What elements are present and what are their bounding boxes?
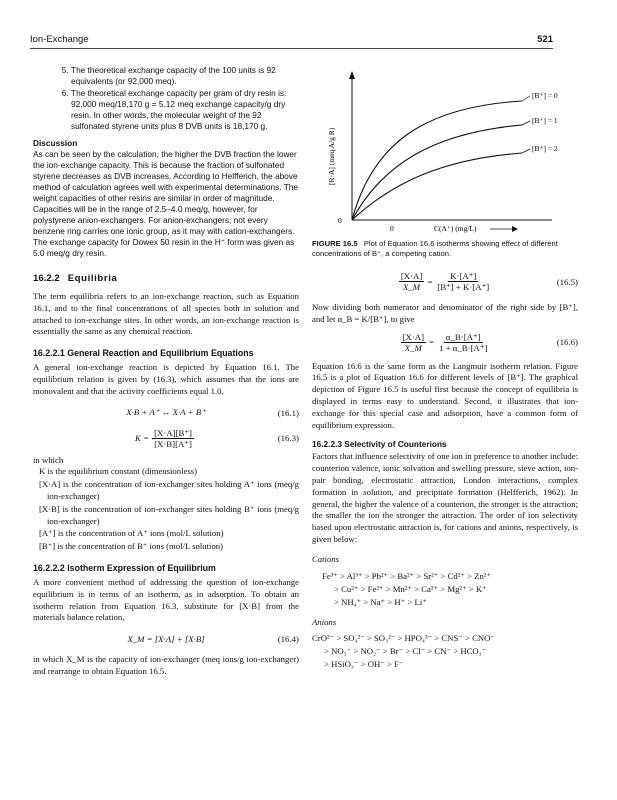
calculation-steps	[55, 65, 299, 132]
equation-number: (16.5)	[556, 276, 578, 287]
series-line: > NH₄⁺ > Na⁺ > H⁺ > Li⁺	[334, 596, 427, 607]
equation-16-5	[312, 271, 578, 292]
equals-sign: =	[429, 337, 435, 348]
fraction-left	[399, 271, 425, 292]
y-axis-arrowhead	[349, 71, 355, 79]
in-which-label: in which	[33, 454, 64, 465]
fraction-left	[401, 332, 427, 353]
isotherm-plot	[312, 65, 578, 235]
numerator: [X·A][B⁺]	[154, 427, 192, 438]
definition-item: K is the equilibrium constant (dimensionless)	[39, 466, 198, 477]
denominator: 1 + α_B·[A⁺]	[439, 342, 488, 353]
curve-label: [B⁺] = 1	[532, 116, 558, 125]
section-heading	[33, 273, 299, 284]
denominator: [X·B][A⁺]	[154, 438, 192, 449]
fraction-right	[435, 271, 491, 292]
series-line: CrO²⁻ > SO₄²⁻ > SO₃²⁻ > HPO₄³⁻ > CNS⁻ > CNO⁻	[312, 633, 496, 644]
isotherm-curve-b2	[352, 153, 522, 220]
subsection-heading-3: 16.2.2.3 Selectivity of Counterions	[312, 439, 447, 450]
equation-number: (16.4)	[277, 634, 299, 645]
equilibria-intro: The term equilibria refers to an ion-exchange reaction, such as Equation 16.1, and to the final concentrations of all species both in solution and attached to ion-exchange sites. In other words, an ion-exchange reaction is essentially the same as any chemical reaction.	[33, 291, 299, 337]
fraction-right	[437, 332, 489, 353]
leader-line	[522, 149, 530, 153]
section-number: 16.2.2	[33, 273, 60, 284]
x-arrowhead	[512, 226, 518, 232]
origin-label: 0	[338, 216, 342, 225]
isotherm-curve-b0	[352, 101, 522, 220]
definition-item: [X·B] is the concentration of ion-exchanger sites holding B⁺ ions (meq/g ion-exchanger)	[39, 503, 299, 526]
caption-text: Plot of Equation 16.6 isotherms showing effect of different concentrations of B⁺, a competing cation.	[312, 239, 558, 258]
discussion-heading: Discussion	[33, 138, 78, 148]
figure-16-5	[312, 65, 578, 235]
anion-series	[312, 632, 578, 671]
right-column	[312, 65, 578, 671]
subsection-2-text: A more convenient method of addressing the question of ion-exchange equilibrium is in terms of an isotherm, as in adsorption. To obtain an isotherm relation from Equation 16.3, substitute for [X·B] from the materials balance relation,	[33, 576, 299, 623]
equation-body: X·B + A⁺ ↔ X·A + B⁺	[126, 407, 206, 418]
capacity-definition: in which X_M is the capacity of ion-exchanger (meq ions/g ion-exchanger) and rearrange to obtain Equation 16.5.	[33, 654, 299, 676]
cations-label: Cations	[312, 553, 340, 564]
equation-16-6	[312, 332, 578, 353]
figure-caption	[312, 239, 578, 259]
cation-series	[312, 570, 578, 609]
equation-number: (16.3)	[277, 433, 299, 444]
x-axis-label: C(A⁺) (mg/L)	[434, 224, 477, 233]
fraction	[152, 428, 194, 449]
caption-label: FIGURE 16.5	[312, 239, 358, 248]
equation-16-4	[33, 630, 299, 648]
denominator: [B⁺] + K·[A⁺]	[437, 282, 490, 292]
langmuir-text: Equation 16.6 is the same form as the Langmuir isotherm relation. Figure 16.5 is a plot of Equation 16.6 for different levels of [B⁺]. The graphical depiction of Figure 16.5 is useful first because the concept of equilibria is displayed in terms easy to understand. Second, it illustrates that ion-exchange for this special case and adsorption, have a common form of equilibrium expression.	[312, 360, 578, 430]
series-line: > Cu²⁺ > Fe²⁺ > Mn²⁺ > Ca²⁺ > Mg²⁺ > K⁺	[334, 583, 487, 594]
running-header: Ion-Exchange	[30, 34, 89, 45]
isotherm-curve-b1	[352, 125, 522, 220]
section-title: Equilibria	[67, 273, 118, 284]
page-number: 521	[537, 34, 553, 45]
numerator: K·[A⁺]	[450, 271, 477, 281]
y-axis-label: [R·A] (meq A/g R)	[327, 127, 336, 185]
anions-label: Anions	[312, 616, 337, 627]
variable-definitions	[33, 466, 299, 553]
list-item: 5. The theoretical exchange capacity of the 100 units is 92 equivalents (or 92,000 meq).	[71, 65, 299, 87]
definition-item: [B⁺] is the concentration of B⁺ ions (mol/L solution)	[39, 541, 224, 552]
numerator: [X·A]	[402, 331, 425, 342]
curve-label: [B⁺] = 0	[532, 91, 558, 100]
series-line: Fe³⁺ > Al³⁺ > Pb²⁺ > Ba²⁺ > Sr²⁺ > Cd²⁺ > Zn²⁺	[322, 570, 492, 581]
leader-line	[522, 121, 530, 125]
equation-16-1	[33, 404, 299, 422]
equation-16-3	[33, 428, 299, 449]
discussion-text: As can be seen by the calculation, the higher the DVB fraction the lower the ion-exchange capacity. This is because the fraction of sulfonated styrene decreases as DVB increases. According to Helfferich, the above method of calculation agrees well with experimental determinations. The weight capacities of other resins are similar in order of magnitude. Capacities will be in the range of 2.5–4.0 meq/g, however, for polystyrene anion-exchangers. For anion-exchangers, not every benzene ring carries one ionic group, as it may with cation-exchangers. The exchange capacity for Dowex 50 resin in the H⁺ form was given as 5.0 meq/g dry resin.	[33, 149, 299, 258]
subsection-1-text: A general ion-exchange reaction is depicted by Equation 16.1. The equilibrium relation is given by (16.3), which assumes that the ions are monovalent and that the activity coefficients equal 1.0,	[33, 362, 299, 396]
denominator: X_M	[403, 282, 421, 292]
series-line: > NO₃⁻ > NO₂⁻ > Br⁻ > Cl⁻ > CN⁻ > HCO₃⁻	[324, 646, 487, 657]
series-line: > HSiO₃⁻ > OH⁻ > F⁻	[324, 659, 404, 670]
equation-lhs: K =	[135, 433, 150, 444]
equation-number: (16.1)	[277, 407, 299, 418]
leader-line	[522, 96, 530, 101]
subsection-heading-2: 16.2.2.2 Isotherm Expression of Equilibrium	[33, 562, 216, 573]
definition-item: [A⁺] is the concentration of A⁺ ions (mol/L solution)	[39, 528, 224, 539]
denominator: X_M	[404, 342, 422, 353]
derivation-text: Now dividing both numerator and denominator of the right side by [B⁺], and let α_B = K/[B⁺], to give	[312, 302, 578, 324]
equals-sign: =	[427, 276, 433, 287]
left-column	[33, 65, 299, 678]
numerator: [X·A]	[400, 271, 423, 281]
list-item: 6. The theoretical exchange capacity per gram of dry resin is: 92,000 meq/18,170 g = 5.12 meq exchange capacity/g dry resin. In other words, the molecular weight of the 92 sulfonated styrene units plus 8 DVB units is 18,170 g.	[71, 88, 299, 132]
numerator: α_B·[A⁺]	[445, 331, 481, 342]
equation-number: (16.6)	[556, 337, 578, 348]
origin-label: 0	[390, 224, 394, 233]
selectivity-text: Factors that influence selectivity of one ion in preference to another include: counterion valence, ionic solvation and swelling pressure, sieve action, ion-pair bonding, electrostatic attraction, London interactions, complex formation in solution, and precipitate formation (Helfferich, 1962). In general, the higher the valence of a counterion, the stronger is the attraction; the smaller the ion the stronger the attraction. The order of ion selectivity based upon electrostatic attraction is, for cations and anions, respectively, is given below:	[312, 451, 578, 544]
equation-body: X_M = [X·A] + [X·B]	[127, 634, 205, 645]
curve-label: [B⁺] = 2	[532, 144, 558, 153]
header-rule	[30, 48, 553, 49]
definition-item: [X·A] is the concentration of ion-exchanger sites holding A⁺ ions (meq/g ion-exchanger)	[39, 479, 299, 501]
subsection-heading-1: 16.2.2.1 General Reaction and Equilibrium Equations	[33, 348, 254, 359]
